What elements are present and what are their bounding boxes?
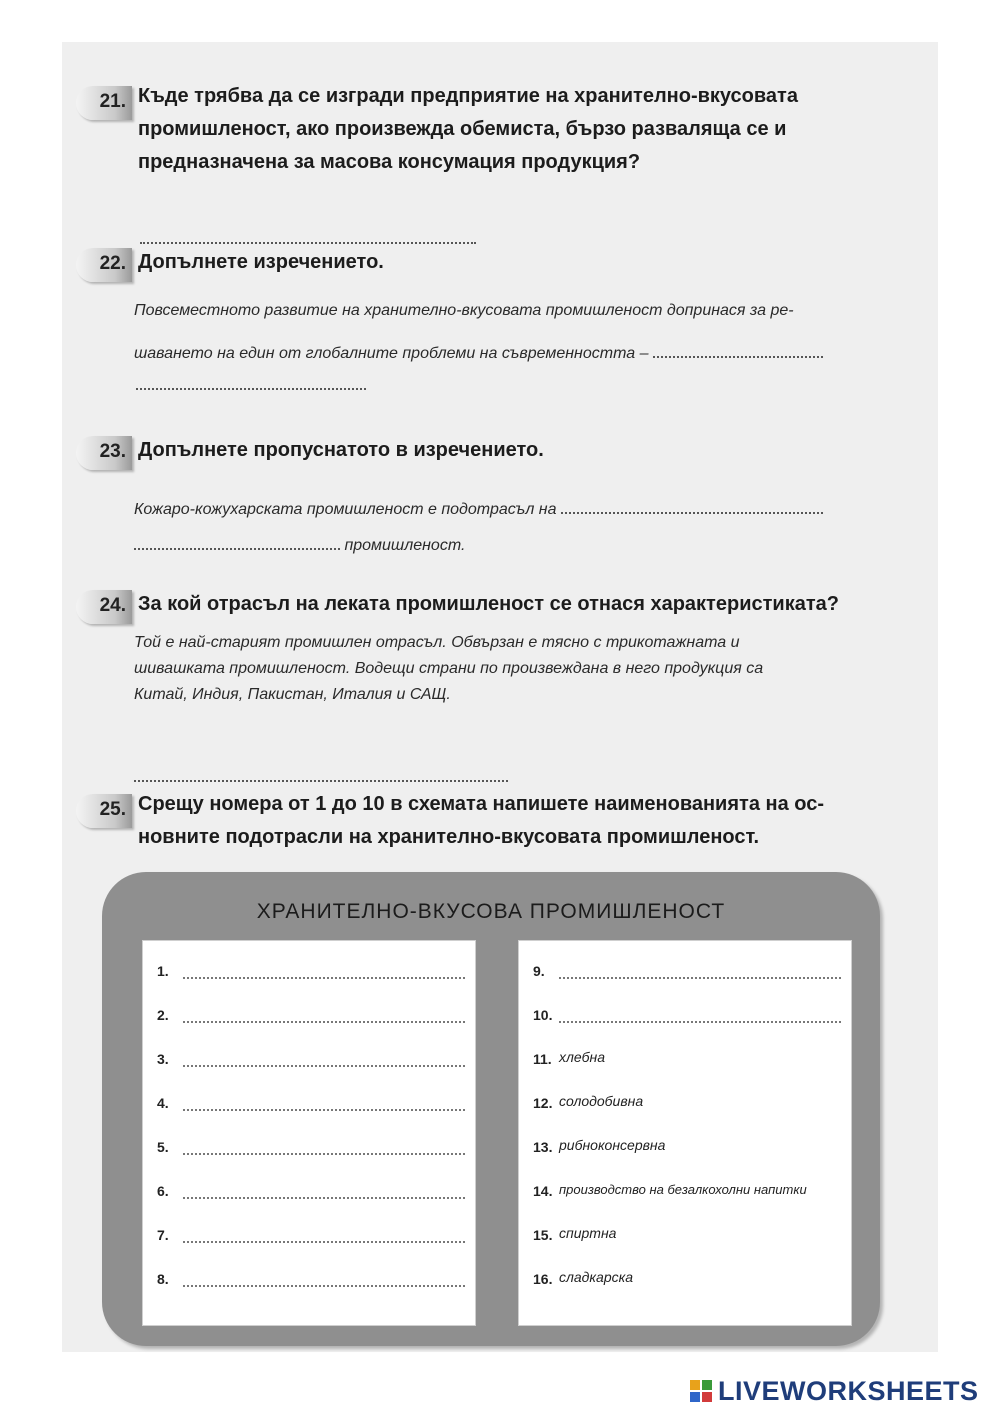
answer-line[interactable] — [140, 228, 476, 244]
answer-line[interactable] — [653, 342, 823, 358]
question-22-text-line2: шаването на един от глобалните проблеми на съвременността – — [134, 342, 874, 363]
scheme-row[interactable]: 6. — [153, 1161, 465, 1205]
scheme-row[interactable]: 3. — [153, 1029, 465, 1073]
worksheet-page — [62, 42, 938, 1352]
answer-line[interactable] — [183, 1241, 465, 1243]
answer-line[interactable] — [183, 1197, 465, 1199]
question-number-badge: 23. — [76, 436, 132, 470]
answer-line[interactable] — [183, 977, 465, 979]
scheme-row: 13. рибноконсервна — [533, 1137, 666, 1155]
answer-line[interactable] — [183, 1021, 465, 1023]
answer-line[interactable] — [134, 766, 508, 782]
question-number-badge: 25. — [76, 794, 132, 828]
scheme-row: 15. спиртна — [533, 1225, 617, 1243]
question-23-text-line2: промишленост. — [134, 534, 874, 555]
scheme-row[interactable]: 7. — [153, 1205, 465, 1249]
question-21-text: Къде трябва да се изгради предприятие на хранително-вкусовата промишленост, ако произвежда обемиста, бързо разваляща се и предназначена за масова консумация продукция? — [138, 85, 798, 173]
logo-text: LIVEWORKSHEETS — [718, 1376, 979, 1406]
question-23-title: Допълнете пропуснатото в изречението. — [138, 439, 544, 461]
question-number-badge: 22. — [76, 248, 132, 282]
answer-line[interactable] — [559, 977, 841, 979]
scheme-row[interactable]: 1. — [153, 941, 465, 985]
liveworksheets-logo[interactable] — [690, 1376, 990, 1408]
scheme-row: 12. солодобивна — [533, 1093, 644, 1111]
question-number-badge: 21. — [76, 86, 132, 120]
logo-mark-icon — [690, 1380, 714, 1404]
question-22-title: Допълнете изречението. — [138, 251, 384, 273]
scheme-row[interactable]: 5. — [153, 1117, 465, 1161]
answer-line[interactable] — [561, 498, 823, 514]
answer-line[interactable] — [183, 1109, 465, 1111]
question-25-text: Срещу номера от 1 до 10 в схемата напишете наименованията на ос- новните подотрасли на хранително-вкусовата промишленост. — [138, 793, 824, 848]
scheme-panel — [102, 872, 880, 1346]
answer-line[interactable] — [134, 534, 340, 550]
scheme-row[interactable]: 9. — [529, 941, 841, 985]
scheme-row[interactable]: 4. — [153, 1073, 465, 1117]
answer-line[interactable] — [183, 1153, 465, 1155]
scheme-row: 11. хлебна — [533, 1049, 606, 1067]
answer-line[interactable] — [183, 1285, 465, 1287]
scheme-row: 16. сладкарска — [533, 1269, 633, 1287]
scheme-row: 14. производство на безалкохолни напитки — [533, 1182, 807, 1199]
answer-line[interactable] — [183, 1065, 465, 1067]
scheme-title: ХРАНИТЕЛНО-ВКУСОВА ПРОМИШЛЕНОСТ — [256, 900, 726, 923]
answer-line[interactable] — [136, 374, 366, 390]
scheme-right-column — [518, 940, 852, 1326]
question-number-badge: 24. — [76, 590, 132, 624]
question-23-text: Кожаро-кожухарската промишленост е подотрасъл на — [134, 498, 874, 519]
answer-line[interactable] — [559, 1021, 841, 1023]
question-22-text: Повсеместното развитие на хранително-вкусовата промишленост допринася за ре- — [134, 302, 794, 319]
scheme-row[interactable]: 8. — [153, 1249, 465, 1293]
scheme-row[interactable]: 2. — [153, 985, 465, 1029]
question-24-title: За кой отрасъл на леката промишленост се отнася характеристиката? — [138, 593, 839, 615]
scheme-left-column — [142, 940, 476, 1326]
question-24-text: Той е най-старият промишлен отрасъл. Обвързан е тясно с трикотажната и шивашката промишленост. Водещи страни по произвеждана в него продукция са Китай, Индия, Пакистан, Италия и САЩ. — [134, 634, 764, 703]
scheme-row[interactable]: 10. — [529, 985, 841, 1029]
